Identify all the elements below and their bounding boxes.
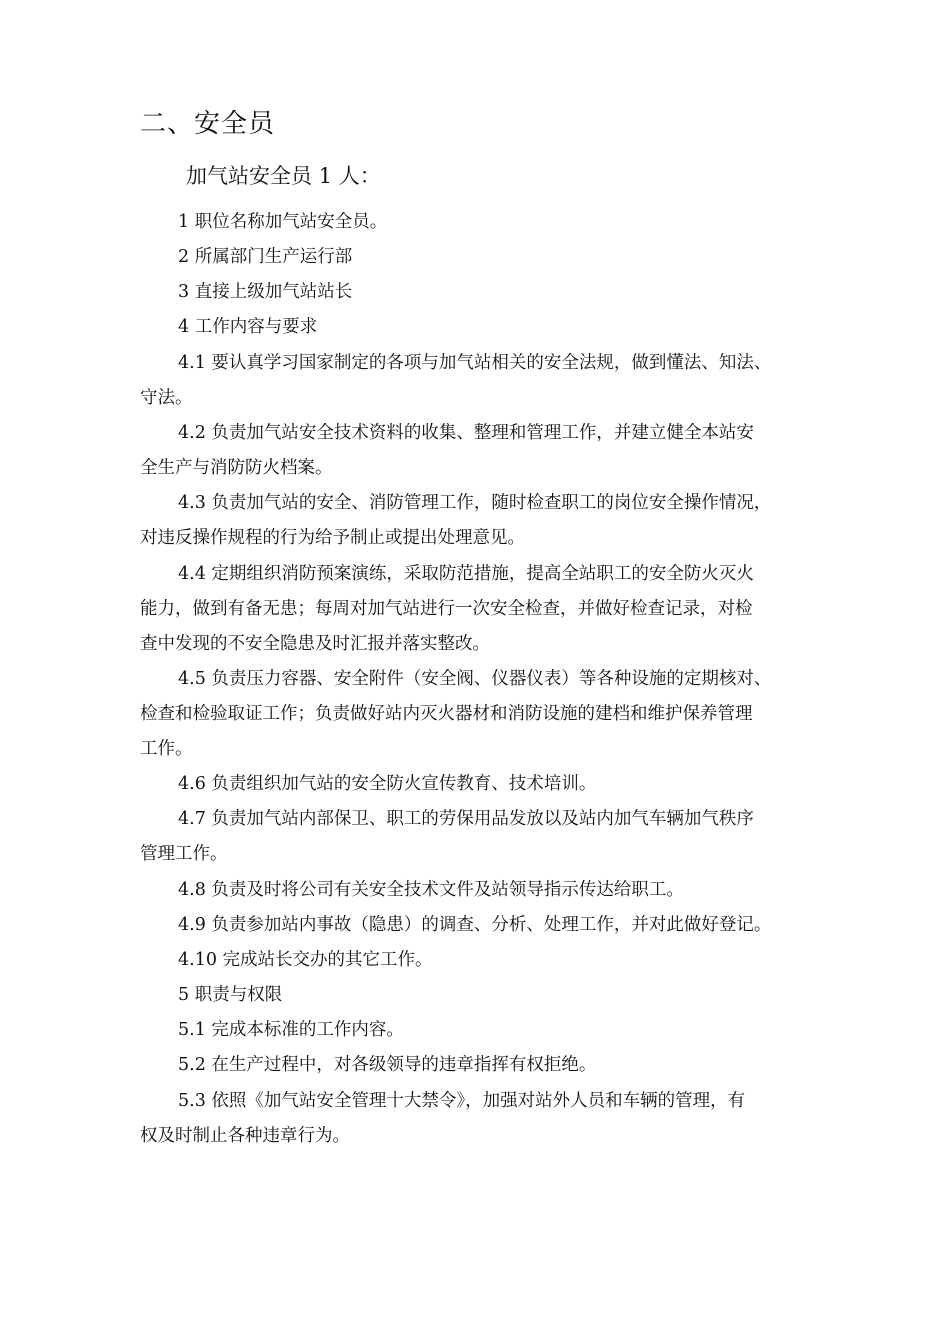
paragraph-line: 检查和检验取证工作；负责做好站内灭火器材和消防设施的建档和维护保养管理 — [140, 704, 753, 724]
paragraph-line: 全生产与消防防火档案。 — [140, 458, 333, 478]
paragraph-line: 工作。 — [140, 739, 193, 759]
paragraph-line: 4.2 负责加气站安全技术资料的收集、整理和管理工作，并建立健全本站安 — [178, 423, 754, 443]
paragraph-line: 4.8 负责及时将公司有关安全技术文件及站领导指示传达给职工。 — [178, 880, 684, 900]
section-heading: 二、安全员 — [140, 109, 276, 139]
paragraph-line: 1 职位名称加气站安全员。 — [178, 212, 388, 232]
section-subheading: 加气站安全员 1 人： — [186, 164, 381, 188]
paragraph-line: 3 直接上级加气站站长 — [178, 282, 353, 302]
paragraph-line: 5.3 依照《加气站安全管理十大禁令》，加强对站外人员和车辆的管理，有 — [178, 1091, 746, 1111]
paragraph-line: 管理工作。 — [140, 844, 228, 864]
paragraph-line: 4.6 负责组织加气站的安全防火宣传教育、技术培训。 — [178, 774, 597, 794]
paragraph-line: 守法。 — [140, 388, 193, 408]
paragraph-line: 4.7 负责加气站内部保卫、职工的劳保用品发放以及站内加气车辆加气秩序 — [178, 809, 754, 829]
paragraph-line: 4.9 负责参加站内事故（隐患）的调查、分析、处理工作，并对此做好登记。 — [178, 915, 772, 935]
paragraph-line: 5.2 在生产过程中，对各级领导的违章指挥有权拒绝。 — [178, 1055, 597, 1075]
paragraph-line: 对违反操作规程的行为给予制止或提出处理意见。 — [140, 528, 525, 548]
paragraph-line: 4.3 负责加气站的安全、消防管理工作，随时检查职工的岗位安全操作情况， — [178, 493, 772, 513]
paragraph-line: 4.1 要认真学习国家制定的各项与加气站相关的安全法规，做到懂法、知法、 — [178, 353, 772, 373]
paragraph-line: 5 职责与权限 — [178, 985, 283, 1005]
paragraph-line: 2 所属部门生产运行部 — [178, 247, 353, 267]
paragraph-line: 5.1 完成本标准的工作内容。 — [178, 1020, 404, 1040]
paragraph-line: 权及时制止各种违章行为。 — [140, 1126, 350, 1146]
paragraph-line: 查中发现的不安全隐患及时汇报并落实整改。 — [140, 634, 490, 654]
paragraph-line: 4.5 负责压力容器、安全附件（安全阀、仪器仪表）等各种设施的定期核对、 — [178, 669, 772, 689]
paragraph-line: 4.4 定期组织消防预案演练，采取防范措施，提高全站职工的安全防火灭火 — [178, 564, 754, 584]
paragraph-line: 能力，做到有备无患；每周对加气站进行一次安全检查，并做好检查记录，对检 — [140, 599, 753, 619]
paragraph-line: 4.10 完成站长交办的其它工作。 — [178, 950, 433, 970]
paragraph-line: 4 工作内容与要求 — [178, 317, 318, 337]
